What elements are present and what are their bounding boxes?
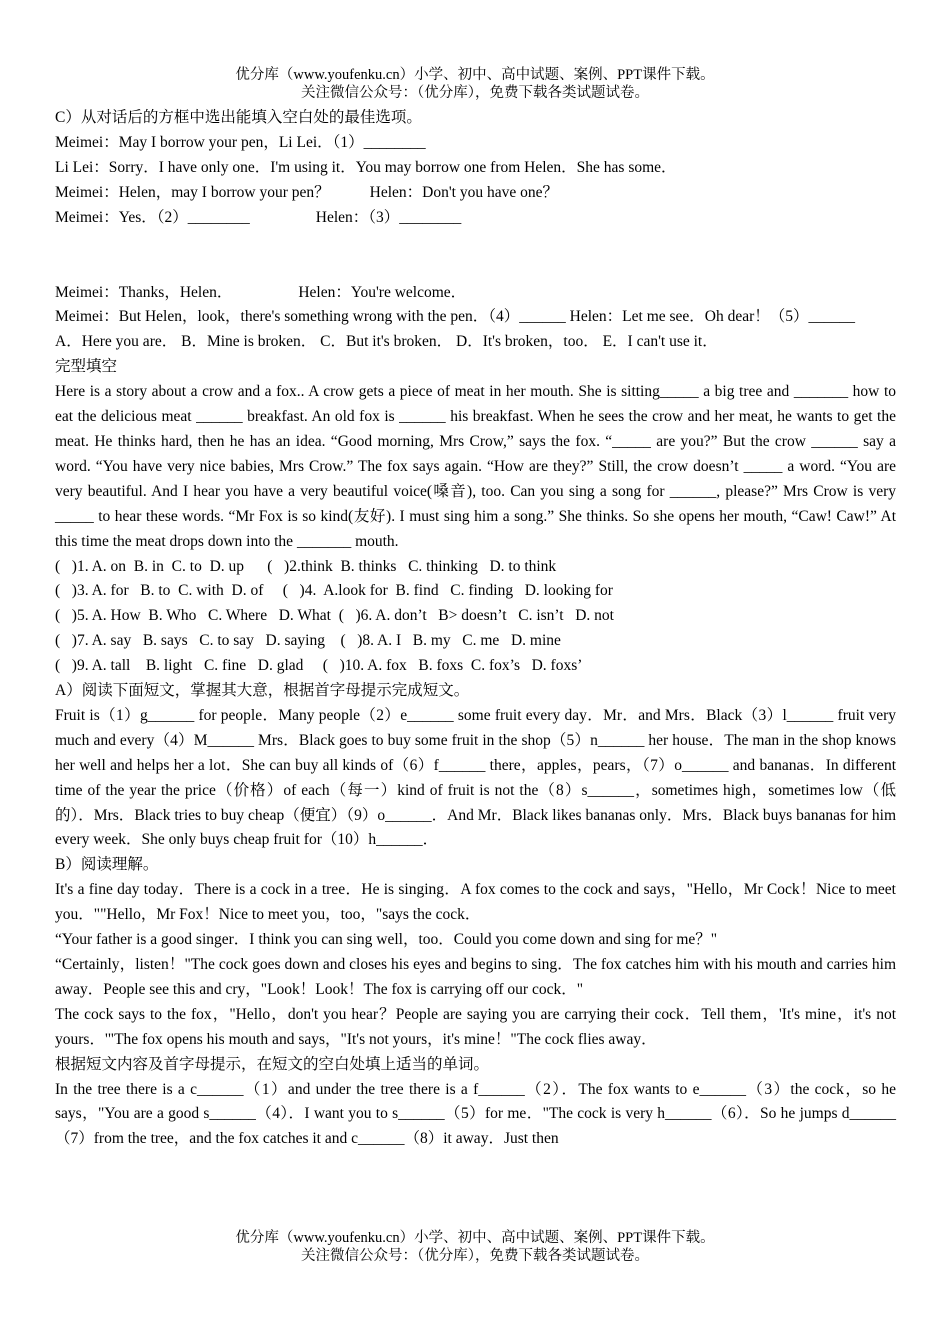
dialogue-meimei-5: Meimei：Thanks，Helen． [55, 283, 233, 301]
section-c-options: A．Here you are． B．Mine is broken． C．But it's broken． D．It's broken，too． E．I can't use it． [55, 333, 718, 351]
footer-line-1: 优分库（www.youfenku.cn）小学、初中、高中试题、案例、PPT课件下载。 [235, 1230, 715, 1246]
cloze-heading: 完型填空 [55, 358, 118, 376]
cloze-question-row: ( )5. A. How B. Who C. Where D. What ( )6. A. don’t B> doesn’t C. isn’t D. not [55, 607, 614, 625]
section-a-passage: Fruit is（1）g______ for people．Many people（2）e______ some fruit every day．Mr．and Mrs．Black（3）l______ fruit very much and every（4）M______ Mrs．Black goes to buy some fruit in the shop（5）n______ her house．The man in the shop knows her well and helps her a lot．She can buy all kinds of（6）f______ there，apples，pears，（7）o______ and bananas．In different time of the year the price（价格）of each（每一）kind of fruit is not the（8）s______，sometimes high，sometimes low（低的）．Mrs．Black tries to buy cheap（便宜）（9）o______．And Mr．Black likes bananas only．Mrs．Black buys bananas for him every week．She only buys cheap fruit for（10）h______． [55, 706, 897, 849]
section-b-paragraph-2: “Your father is a good singer．I think you can sing well，too．Could you come down and sing for me？" [55, 931, 718, 949]
header-line-1: 优分库（www.youfenku.cn）小学、初中、高中试题、案例、PPT课件下载。 [235, 67, 715, 83]
section-b-paragraph-1: It's a fine day today．There is a cock in a tree．He is singing．A fox comes to the cock and says，"Hello，Mr Cock！Nice to meet you．""Hello，Mr Fox！Nice to meet you，too，"says the cock． [55, 881, 896, 924]
dialogue-helen-4: Helen：（3）________ [315, 208, 462, 226]
cloze-question-row: ( )9. A. tall B. light C. fine D. glad ( )10. A. fox B. foxs C. fox’s D. foxs’ [55, 657, 583, 675]
dialogue-line-6: Meimei：But Helen，look，there's something wrong with the pen．（4）______ Helen：Let me see．Oh dear！（5）______ [55, 308, 856, 326]
section-c-heading: C）从对话后的方框中选出能填入空白处的最佳选项。 [55, 109, 422, 126]
cloze-question-row: ( )7. A. say B. says C. to say D. saying ( )8. A. I B. my C. me D. mine [55, 632, 561, 650]
header-line-2: 关注微信公众号：（优分库），免费下载各类试题试卷。 [301, 85, 649, 101]
page-footer [0, 1229, 950, 1265]
page-header [0, 66, 950, 102]
document-body [55, 106, 896, 1152]
section-b-instruction: 根据短文内容及首字母提示，在短文的空白处填上适当的单词。 [55, 1055, 490, 1073]
section-b-fill-passage: In the tree there is a c______（1）and under the tree there is a f______（2）．The fox wants to e______（3）the cock，so he says，"You are a good s______（4）．I want you to s______（5）for me．"The cock is very h______（6）．So he jumps d______（7）from the tree，and the fox catches it and c______（8）it away．Just then [55, 1080, 896, 1148]
dialogue-meimei-3: Meimei：Helen，may I borrow your pen？ [55, 183, 330, 201]
cloze-question-row: ( )1. A. on B. in C. to D. up ( )2.think B. thinks C. thinking D. to think [55, 557, 557, 575]
section-b-paragraph-3: “Certainly，listen！"The cock goes down and closes his eyes and begins to sing．The fox catches him with his mouth and carries him away．People see this and cry，"Look！Look！The fox is carrying off our cock．" [55, 956, 896, 998]
footer-line-2: 关注微信公众号：（优分库），免费下载各类试题试卷。 [301, 1248, 649, 1264]
section-b-heading: B）阅读理解。 [55, 856, 159, 874]
dialogue-helen-3: Helen：Don't you have one？ [369, 183, 558, 201]
cloze-question-row: ( )3. A. for B. to C. with D. of ( )4. A.look for B. find C. finding D. looking for [55, 582, 613, 600]
dialogue-helen-5: Helen：You're welcome． [298, 283, 467, 301]
dialogue-meimei-4: Meimei：Yes．（2）________ [55, 208, 250, 226]
dialogue-line-2: Li Lei：Sorry．I have only one．I'm using it．You may borrow one from Helen．She has some． [55, 158, 677, 176]
dialogue-line-3 [55, 181, 896, 206]
dialogue-line-1: Meimei：May I borrow your pen，Li Lei．（1）________ [55, 133, 426, 151]
dialogue-line-5 [55, 281, 896, 306]
section-a-heading: A）阅读下面短文，掌握其大意，根据首字母提示完成短文。 [55, 682, 470, 700]
section-b-paragraph-4: The cock says to the fox，"Hello，don't you hear？People are saying you are carrying their cock．Tell them，'It's mine，it's not yours．'"The fox opens his mouth and says，"It's not yours，it's mine！"The cock flies away． [55, 1005, 896, 1048]
cloze-passage: Here is a story about a crow and a fox.. A crow gets a piece of meat in her mouth. She is sitting_____ a big tree and _______ how to eat the delicious meat ______ breakfast. An old fox is ______ his breakfast. When he sees the crow and her meat, he wants to get the meat. He thinks hard, then he has an idea. “Good morning, Mrs Crow,” says the fox. “_____ are you?” But the crow ______ say a word. “You have very nice babies, Mrs Crow.” The fox says again. “How are they?” Still, the crow doesn’t _____ a word. “You are very beautiful. And I hear you have a very beautiful voice(嗓音), too. Can you sing a song for ______, please?” Mrs Crow is very _____ to hear these words. “Mr Fox is so kind(友好). I must sing him a song.” She thinks. So she opens her mouth, “Caw! Caw!” At this time the meat drops down into the _______ mouth. [55, 383, 896, 550]
dialogue-line-4 [55, 206, 896, 231]
answer-box-space [55, 231, 896, 281]
